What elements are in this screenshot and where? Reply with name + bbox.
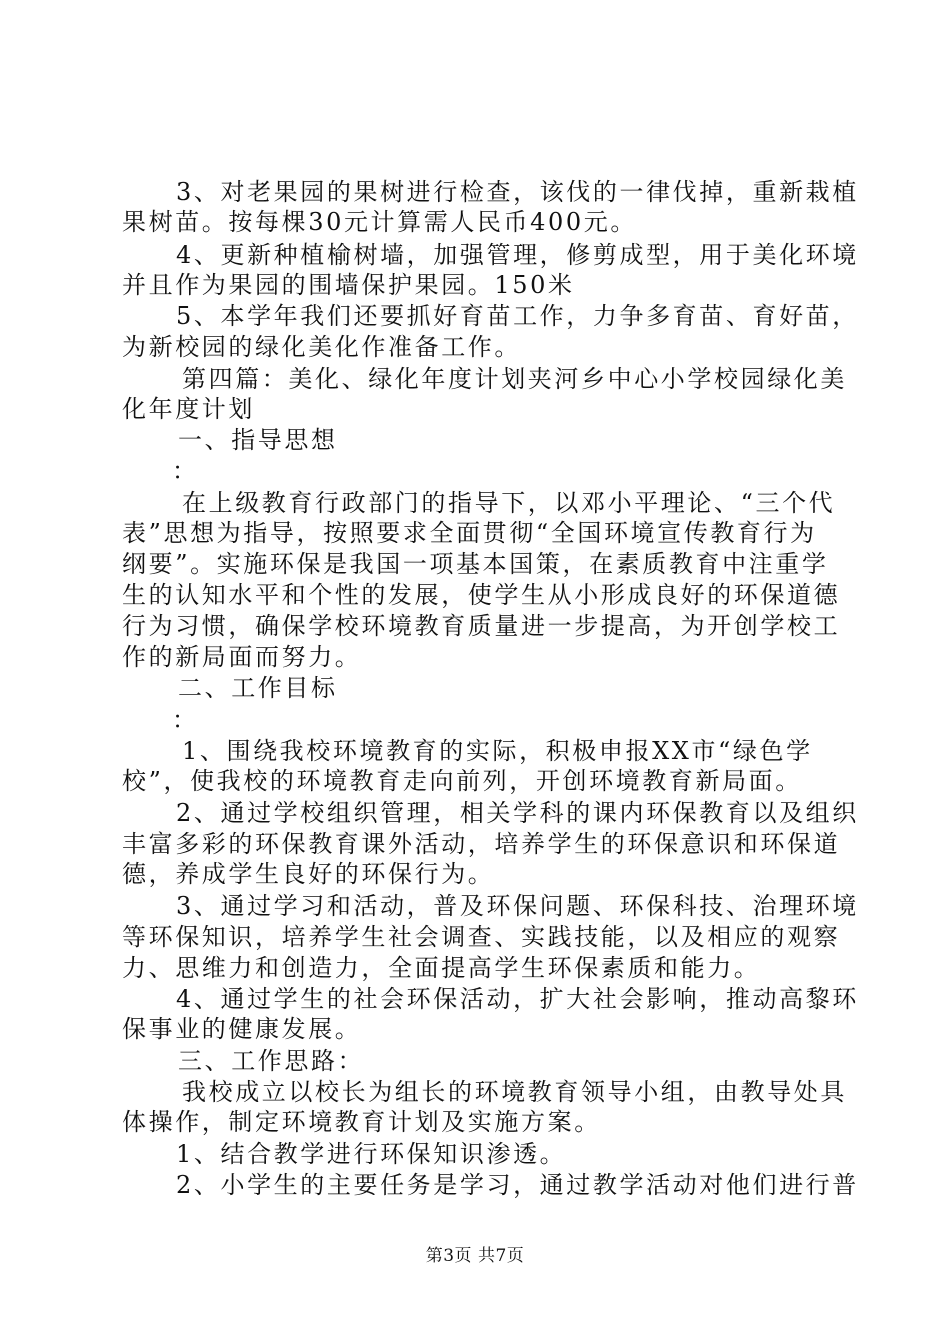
- text-line-8: 化年度计划: [122, 395, 255, 423]
- section-heading-1: 一、指导思想: [178, 426, 338, 454]
- text-line-11: 在上级教育行政部门的指导下，以邓小平理论、“三个代: [182, 489, 836, 517]
- text-line-7: 第四篇：美化、绿化年度计划夹河乡中心小学校园绿化美: [182, 365, 847, 393]
- text-line-12: 表”思想为指导，按照要求全面贯彻“全国环境宣传教育行为: [122, 519, 817, 547]
- text-line-20: 校”，使我校的环境教育走向前列，开创环境教育新局面。: [122, 767, 802, 795]
- text-line-2: 果树苗。按每棵30元计算需人民币400元。: [122, 208, 637, 236]
- text-line-4: 并且作为果园的围墙保护果园。150米: [122, 271, 575, 299]
- section-heading-2: 二、工作目标: [178, 674, 338, 702]
- text-line-6: 为新校园的绿化美化作准备工作。: [122, 333, 521, 361]
- text-line-24: 3、通过学习和活动，普及环保问题、环保科技、治理环境: [176, 892, 859, 920]
- text-line-5: 5、本学年我们还要抓好育苗工作，力争多育苗、育好苗，: [176, 302, 859, 330]
- page-footer: 第3页 共7页: [425, 1246, 525, 1266]
- text-line-colon-1: ：: [172, 457, 199, 485]
- text-line-22: 丰富多彩的环保教育课外活动，培养学生的环保意识和环保道: [122, 830, 841, 858]
- section-heading-3: 三、工作思路：: [178, 1047, 365, 1075]
- text-line-28: 保事业的健康发展。: [122, 1015, 362, 1043]
- text-line-25: 等环保知识，培养学生社会调查、实践技能，以及相应的观察: [122, 923, 841, 951]
- text-line-19: 1、围绕我校环境教育的实际，积极申报XX市“绿色学: [182, 737, 813, 765]
- text-line-27: 4、通过学生的社会环保活动，扩大社会影响，推动高黎环: [176, 985, 859, 1013]
- text-line-33: 2、小学生的主要任务是学习，通过教学活动对他们进行普: [176, 1171, 859, 1199]
- text-line-14: 生的认知水平和个性的发展，使学生从小形成良好的环保道德: [122, 581, 841, 609]
- text-line-23: 德，养成学生良好的环保行为。: [122, 860, 495, 888]
- text-line-13: 纲要”。实施环保是我国一项基本国策，在素质教育中注重学: [122, 550, 829, 578]
- text-line-21: 2、通过学校组织管理，相关学科的课内环保教育以及组织: [176, 799, 859, 827]
- text-line-16: 作的新局面而努力。: [122, 643, 362, 671]
- text-line-31: 体操作，制定环境教育计划及实施方案。: [122, 1108, 601, 1136]
- text-line-3: 4、更新种植榆树墙，加强管理，修剪成型，用于美化环境: [176, 241, 859, 269]
- text-line-26: 力、思维力和创造力，全面提高学生环保素质和能力。: [122, 954, 761, 982]
- text-line-1: 3、对老果园的果树进行检查，该伐的一律伐掉，重新栽植: [176, 178, 859, 206]
- text-line-colon-2: ：: [172, 706, 199, 734]
- text-line-32: 1、结合教学进行环保知识渗透。: [176, 1140, 567, 1168]
- text-line-30: 我校成立以校长为组长的环境教育领导小组，由教导处具: [182, 1078, 847, 1106]
- text-line-15: 行为习惯，确保学校环境教育质量进一步提高，为开创学校工: [122, 612, 841, 640]
